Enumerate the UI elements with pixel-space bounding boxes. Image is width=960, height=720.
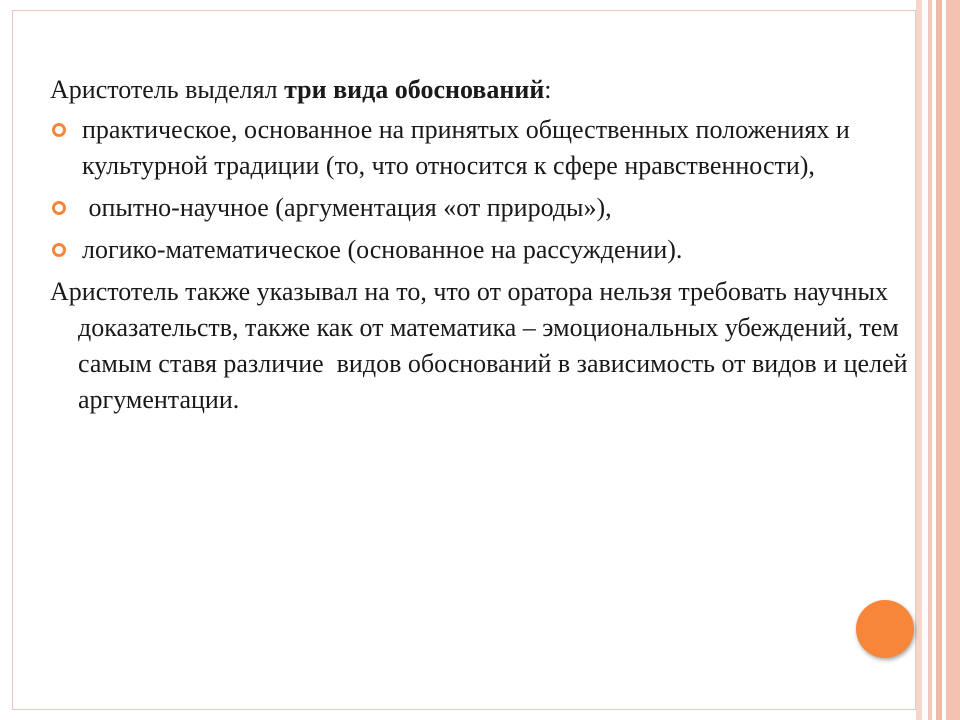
intro-emphasis: три вида обоснований	[284, 75, 545, 104]
ring-bullet-icon	[52, 201, 66, 215]
decorative-stripe	[946, 0, 960, 720]
slide-body	[50, 72, 914, 422]
list-item-text: опытно-научное (аргументация «от природы»),	[82, 193, 612, 222]
list-item	[50, 112, 910, 184]
closing-paragraph: Аристотель также указывал на то, что от оратора нельзя требовать научных доказательств, также как от математика – эмоциональных убеждений, тем самым ставя различие видов обоснований в зависимость от видов и целей аргументации.	[50, 277, 914, 414]
list-item	[50, 190, 910, 226]
intro-paragraph	[50, 72, 910, 108]
intro-suffix: :	[544, 75, 552, 104]
ring-bullet-icon	[52, 243, 66, 257]
list-item-text: практическое, основанное на принятых общественных положениях и культурной традиции (то, что относится к сфере нравственности),	[82, 115, 850, 180]
list-item	[50, 232, 910, 268]
list-item-text: логико-математическое (основанное на рассуждении).	[82, 235, 683, 264]
intro-prefix: Аристотель выделял	[50, 75, 285, 104]
justification-list	[50, 112, 910, 268]
ring-bullet-icon	[52, 123, 66, 137]
orange-circle-icon	[856, 600, 914, 658]
